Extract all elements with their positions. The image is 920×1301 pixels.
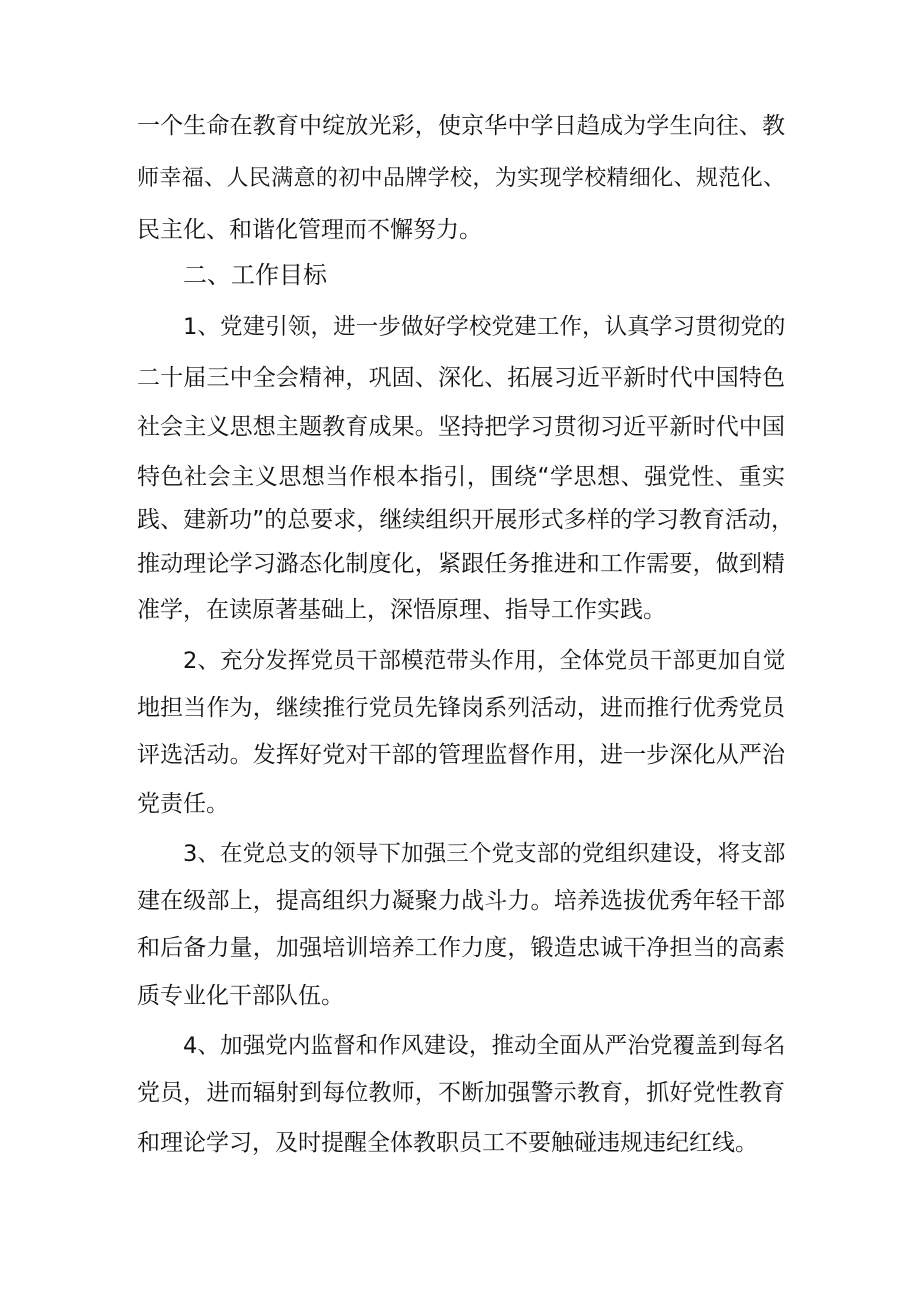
- section-heading: 二、工作目标: [183, 261, 327, 289]
- item-3-line-3: 和后备力量，加强培训培养工作力度，锻造忠诚干净担当的高素: [137, 935, 786, 961]
- item-1-line-2: 二十届三中全会精神，巩固、深化、拓展习近平新时代中国特色: [137, 365, 786, 391]
- item-1-line-3: 社会主义思想主题教育成果。坚持把学习贯彻习近平新时代中国: [137, 414, 786, 440]
- item-4-line-3: 和理论学习，及时提醒全体教职员工不要触碰违规违纪红线。: [137, 1130, 758, 1156]
- intro-line-1: 一个生命在教育中绽放光彩，使京华中学日趋成为学生向往、教: [137, 113, 786, 139]
- item-3-line-1: 3、在党总支的领导下加强三个党支部的党组织建设，将支部: [183, 841, 786, 867]
- item-1-line-1: 1、党建引领，进一步做好学校党建工作，认真学习贯彻党的: [183, 314, 786, 340]
- intro-line-2: 师幸福、人民满意的初中品牌学校，为实现学校精细化、规范化、: [137, 166, 786, 191]
- item-1-line-6: 推动理论学习潞态化制度化，紧跟任务推进和工作需要，做到精: [137, 551, 786, 577]
- item-4-line-2: 党员，进而辐射到每位教师，不断加强警示教育，抓好党性教育: [137, 1080, 786, 1106]
- intro-line-3: 民主化、和谐化管理而不懈努力。: [137, 217, 482, 243]
- item-2-line-3: 评选活动。发挥好党对干部的管理监督作用，进一步深化从严治: [137, 742, 786, 768]
- item-2-line-2: 地担当作为，继续推行党员先锋岗系列活动，进而推行优秀党员: [137, 695, 786, 721]
- item-1-line-7: 准学，在读原著基础上，深悟原理、指导工作实践。: [137, 597, 666, 623]
- item-3-line-4: 质专业化干部队伍。: [137, 983, 344, 1009]
- item-4-line-1: 4、加强党内监督和作风建设，推动全面从严治党覆盖到每名: [183, 1033, 786, 1059]
- item-2-line-1: 2、充分发挥党员干部模范带头作用，全体党员干部更加自觉: [183, 648, 786, 674]
- item-1-line-4: 特色社会主义思想当作根本指引，围绕“学思想、强党性、重实: [137, 464, 786, 490]
- item-2-line-4: 党责任。: [137, 791, 229, 817]
- item-1-line-5: 践、建新功”的总要求，继续组织开展形式多样的学习教育活动，: [137, 507, 795, 533]
- item-3-line-2: 建在级部上，提高组织力凝聚力战斗力。培养选拔优秀年轻干部: [137, 888, 786, 914]
